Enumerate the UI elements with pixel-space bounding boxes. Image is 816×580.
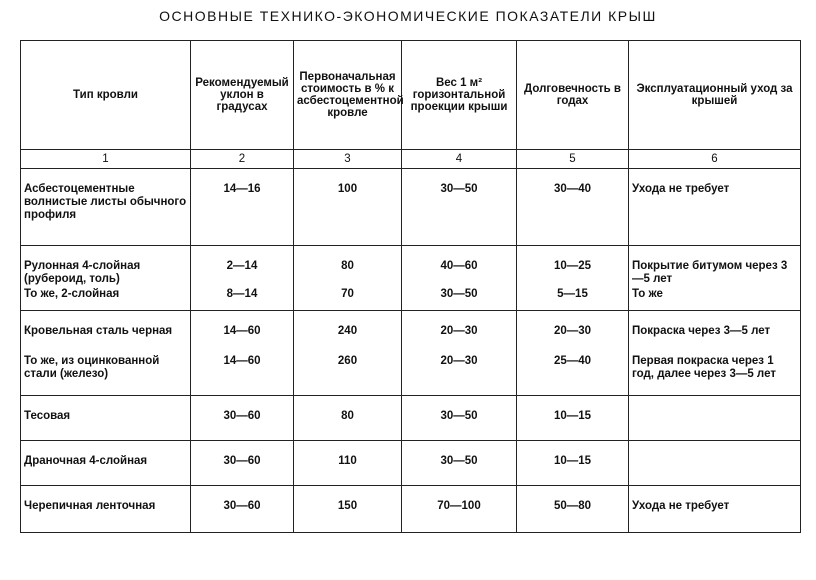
cell-roof-type: То же, 2-слойная xyxy=(21,288,191,311)
cell-care: Ухода не требует xyxy=(629,486,801,533)
cell-roof-type: Кровельная сталь черная xyxy=(21,311,191,356)
cell-roof-type: Тесовая xyxy=(21,396,191,441)
cell-weight: 40—60 xyxy=(402,246,517,289)
cell-care xyxy=(629,441,801,486)
cell-roof-type: Асбестоцементные волнистые листы обычного профиля xyxy=(21,169,191,246)
cell-durability: 10—15 xyxy=(517,396,629,441)
column-number: 2 xyxy=(191,150,294,169)
cell-weight: 70—100 xyxy=(402,486,517,533)
cell-durability: 50—80 xyxy=(517,486,629,533)
table-row xyxy=(21,311,801,356)
cell-slope: 14—60 xyxy=(191,311,294,356)
roof-indicators-table xyxy=(20,40,801,533)
cell-cost: 260 xyxy=(294,355,402,396)
cell-durability: 5—15 xyxy=(517,288,629,311)
table-row xyxy=(21,355,801,396)
cell-roof-type: Драночная 4-слойная xyxy=(21,441,191,486)
header-durability: Долговечность в годах xyxy=(517,41,629,150)
page-title: ОСНОВНЫЕ ТЕХНИКО-ЭКОНОМИЧЕСКИЕ ПОКАЗАТЕЛИ КРЫШ xyxy=(159,8,657,24)
cell-slope: 14—16 xyxy=(191,169,294,246)
cell-weight: 30—50 xyxy=(402,441,517,486)
cell-care: Ухода не требует xyxy=(629,169,801,246)
column-number-row xyxy=(21,150,801,169)
cell-care: Первая покраска через 1 год, далее через 3—5 лет xyxy=(629,355,801,396)
cell-durability: 25—40 xyxy=(517,355,629,396)
cell-cost: 100 xyxy=(294,169,402,246)
cell-weight: 20—30 xyxy=(402,355,517,396)
cell-care: То же xyxy=(629,288,801,311)
column-number: 5 xyxy=(517,150,629,169)
cell-weight: 30—50 xyxy=(402,288,517,311)
cell-cost: 80 xyxy=(294,246,402,289)
header-care: Эксплуатационный уход за крышей xyxy=(629,41,801,150)
table-row xyxy=(21,486,801,533)
cell-roof-type: Черепичная ленточная xyxy=(21,486,191,533)
cell-roof-type: То же, из оцинкованной стали (железо) xyxy=(21,355,191,396)
cell-weight: 20—30 xyxy=(402,311,517,356)
cell-durability: 10—15 xyxy=(517,441,629,486)
cell-slope: 8—14 xyxy=(191,288,294,311)
cell-care: Покраска через 3—5 лет xyxy=(629,311,801,356)
column-number: 6 xyxy=(629,150,801,169)
cell-care: Покрытие битумом через 3—5 лет xyxy=(629,246,801,289)
header-roof-type: Тип кровли xyxy=(21,41,191,150)
cell-roof-type: Рулонная 4-слойная (рубероид, толь) xyxy=(21,246,191,289)
cell-slope: 30—60 xyxy=(191,441,294,486)
cell-cost: 240 xyxy=(294,311,402,356)
cell-cost: 110 xyxy=(294,441,402,486)
table-row xyxy=(21,169,801,246)
table-row xyxy=(21,441,801,486)
header-cost: Первоначальная стоимость в % к асбестоцементной кровле xyxy=(294,41,402,150)
table-row xyxy=(21,396,801,441)
table-row xyxy=(21,288,801,311)
cell-weight: 30—50 xyxy=(402,169,517,246)
column-number: 4 xyxy=(402,150,517,169)
cell-care xyxy=(629,396,801,441)
cell-slope: 14—60 xyxy=(191,355,294,396)
cell-slope: 30—60 xyxy=(191,486,294,533)
cell-durability: 30—40 xyxy=(517,169,629,246)
cell-slope: 30—60 xyxy=(191,396,294,441)
header-slope: Рекомендуемый уклон в градусах xyxy=(191,41,294,150)
table-row xyxy=(21,246,801,289)
header-weight: Вес 1 м² горизонтальной проекции крыши xyxy=(402,41,517,150)
cell-weight: 30—50 xyxy=(402,396,517,441)
cell-cost: 150 xyxy=(294,486,402,533)
column-number: 3 xyxy=(294,150,402,169)
cell-durability: 20—30 xyxy=(517,311,629,356)
column-number: 1 xyxy=(21,150,191,169)
cell-slope: 2—14 xyxy=(191,246,294,289)
cell-cost: 80 xyxy=(294,396,402,441)
cell-cost: 70 xyxy=(294,288,402,311)
cell-durability: 10—25 xyxy=(517,246,629,289)
header-row xyxy=(21,41,801,150)
